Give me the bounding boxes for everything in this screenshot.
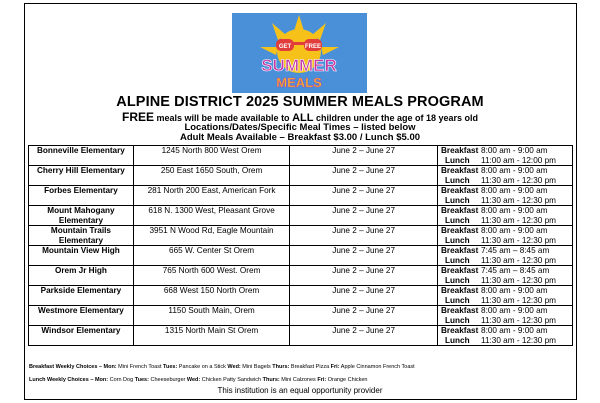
school-address: 618 N. 1300 West, Pleasant Grove [133, 206, 289, 226]
page-title: ALPINE DISTRICT 2025 SUMMER MEALS PROGRAM [116, 94, 484, 110]
meal-times [438, 306, 573, 326]
school-address: 3951 N Wood Rd, Eagle Mountain [133, 226, 289, 246]
service-dates: June 2 – June 27 [290, 206, 438, 226]
logo-text-meals: MEALS [276, 75, 322, 90]
service-dates: June 2 – June 27 [290, 146, 438, 166]
service-dates: June 2 – June 27 [290, 186, 438, 206]
lunch-weekly-choices [29, 377, 367, 383]
note-item: Corn Dog [108, 377, 135, 383]
breakfast-label: Breakfast [441, 226, 479, 235]
breakfast-time: 8:00 am - 9:00 am [481, 306, 548, 315]
lunch-label: Lunch [445, 315, 470, 325]
lunch-time-row [441, 256, 570, 266]
breakfast-time-row [441, 226, 570, 236]
lunch-time: 11:30 am - 12:30 pm [481, 255, 556, 265]
breakfast-time: 8:00 am - 9:00 am [481, 146, 548, 155]
meal-times [438, 186, 573, 206]
service-dates: June 2 – June 27 [290, 326, 438, 346]
note-item: Mini Calzones [279, 377, 318, 383]
lunch-time-row [441, 296, 570, 306]
lunch-time: 11:30 am - 12:30 pm [481, 315, 556, 325]
breakfast-weekly-choices [29, 364, 415, 370]
table-row [29, 206, 573, 226]
lunch-time-row [441, 216, 570, 226]
note-item: Mini French Toast [116, 364, 164, 370]
note-day-label: Wed: [227, 364, 241, 370]
table-row [29, 186, 573, 206]
breakfast-label: Breakfast [441, 326, 479, 335]
school-address: 765 North 600 West. Orem [133, 266, 289, 286]
school-address: 250 East 1650 South, Orem [133, 166, 289, 186]
note-item: Mini Bagels [240, 364, 273, 370]
school-name: Parkside Elementary [29, 286, 134, 306]
table-row [29, 306, 573, 326]
lunch-time: 11:30 am - 12:30 pm [481, 295, 556, 305]
lunch-time: 11:00 am - 12:00 pm [481, 155, 556, 165]
lunch-label: Lunch [445, 235, 470, 245]
note-day-label: Wed: [186, 377, 201, 383]
table-row [29, 146, 573, 166]
breakfast-time-row [441, 246, 570, 256]
school-name: Bonneville Elementary [29, 146, 134, 166]
meal-times [438, 326, 573, 346]
intro-part-2: children under the age of 18 years old [313, 113, 478, 123]
breakfast-note-label: Breakfast Weekly Choices – [29, 364, 102, 370]
breakfast-time: 8:00 am - 9:00 am [481, 186, 548, 195]
lunch-note-label: Lunch Weekly Choices – [29, 377, 94, 383]
table-row [29, 326, 573, 346]
meal-times [438, 166, 573, 186]
school-address: 1245 North 800 West Orem [133, 146, 289, 166]
lunch-label: Lunch [445, 275, 470, 285]
meal-times [438, 206, 573, 226]
note-item: Orange Chicken [326, 377, 368, 383]
breakfast-time-row [441, 186, 570, 196]
breakfast-label: Breakfast [441, 306, 479, 315]
lunch-label: Lunch [445, 155, 470, 165]
meal-times [438, 226, 573, 246]
equal-opportunity-footer: This institution is an equal opportunity provider [217, 386, 383, 395]
breakfast-label: Breakfast [441, 206, 479, 215]
locations-table [28, 145, 573, 346]
lunch-time-row [441, 176, 570, 186]
intro-line-3: Adult Meals Available – Breakfast $3.00 / Lunch $5.00 [179, 132, 421, 143]
lunch-time-row [441, 156, 570, 166]
lunch-label: Lunch [445, 195, 470, 205]
breakfast-time: 7:45 am – 8:45 am [481, 246, 550, 255]
note-day-label: Tues: [163, 364, 178, 370]
service-dates: June 2 – June 27 [290, 166, 438, 186]
lunch-time: 11:30 am - 12:30 pm [481, 335, 556, 345]
school-address: 281 North 200 East, American Fork [133, 186, 289, 206]
note-day-label: Mon: [94, 377, 109, 383]
lunch-time-row [441, 276, 570, 286]
table-row [29, 286, 573, 306]
lunch-time-row [441, 196, 570, 206]
note-day-label: Thurs: [262, 377, 280, 383]
intro-line-2: Locations/Dates/Specific Meal Times – listed below [184, 122, 416, 133]
meal-times [438, 266, 573, 286]
school-address: 1150 South Main, Orem [133, 306, 289, 326]
lunch-time-row [441, 316, 570, 326]
service-dates: June 2 – June 27 [290, 266, 438, 286]
breakfast-time: 7:45 am – 8:45 am [481, 266, 550, 275]
lunch-time: 11:30 am - 12:30 pm [481, 195, 556, 205]
school-name: Cherry Hill Elementary [29, 166, 134, 186]
note-item: Cheeseburger [148, 377, 187, 383]
breakfast-time-row [441, 326, 570, 336]
table-row [29, 166, 573, 186]
breakfast-label: Breakfast [441, 186, 479, 195]
service-dates: June 2 – June 27 [290, 286, 438, 306]
logo-text-free: FREE [304, 44, 322, 50]
all-word: ALL [292, 112, 314, 124]
lunch-time-row [441, 236, 570, 246]
lunch-time-row [441, 336, 570, 346]
meal-times [438, 146, 573, 166]
lunch-time: 11:30 am - 12:30 pm [481, 175, 556, 185]
lunch-label: Lunch [445, 335, 470, 345]
school-address: 668 West 150 North Orem [133, 286, 289, 306]
breakfast-time: 8:00 am - 9:00 am [481, 326, 548, 335]
note-item: Apple Cinnamon French Toast [339, 364, 415, 370]
intro-text [0, 112, 600, 143]
breakfast-time-row [441, 306, 570, 316]
table-row [29, 226, 573, 246]
meal-times [438, 286, 573, 306]
lunch-label: Lunch [445, 255, 470, 265]
breakfast-time-row [441, 146, 570, 156]
note-day-label: Fri: [317, 377, 327, 383]
logo-text-summer: SUMMER [261, 56, 337, 75]
lunch-label: Lunch [445, 215, 470, 225]
breakfast-label: Breakfast [441, 266, 479, 275]
school-name: Orem Jr High [29, 266, 134, 286]
breakfast-time: 8:00 am - 9:00 am [481, 206, 548, 215]
school-address: 1315 North Main St Orem [133, 326, 289, 346]
lunch-time: 11:30 am - 12:30 pm [481, 235, 556, 245]
note-item: Breakfast Pizza [289, 364, 331, 370]
school-name: Mountain View High [29, 246, 134, 266]
breakfast-label: Breakfast [441, 286, 479, 295]
note-item: Pancake on a Stick [177, 364, 228, 370]
note-item: Chicken Patty Sandwich [200, 377, 263, 383]
school-name: Mountain Trails Elementary [29, 226, 134, 246]
breakfast-time-row [441, 286, 570, 296]
summer-meals-logo [232, 13, 367, 93]
meal-times [438, 246, 573, 266]
note-day-label: Thurs: [272, 364, 290, 370]
school-name: Westmore Elementary [29, 306, 134, 326]
note-day-label: Fri: [330, 364, 340, 370]
service-dates: June 2 – June 27 [290, 306, 438, 326]
breakfast-time: 8:00 am - 9:00 am [481, 166, 548, 175]
school-address: 665 W. Center St Orem [133, 246, 289, 266]
free-word: FREE [121, 110, 154, 124]
breakfast-label: Breakfast [441, 166, 479, 175]
table-row [29, 266, 573, 286]
breakfast-time-row [441, 166, 570, 176]
lunch-label: Lunch [445, 295, 470, 305]
breakfast-label: Breakfast [441, 146, 479, 155]
breakfast-time-row [441, 266, 570, 276]
lunch-label: Lunch [445, 175, 470, 185]
breakfast-time: 8:00 am - 9:00 am [481, 226, 548, 235]
breakfast-time-row [441, 206, 570, 216]
school-name: Windsor Elementary [29, 326, 134, 346]
breakfast-time: 8:00 am - 9:00 am [481, 286, 548, 295]
lunch-time: 11:30 am - 12:30 pm [481, 275, 556, 285]
note-day-label: Mon: [103, 364, 117, 370]
table-row [29, 246, 573, 266]
note-day-label: Tues: [134, 377, 149, 383]
lunch-time: 11:30 am - 12:30 pm [481, 215, 556, 225]
service-dates: June 2 – June 27 [290, 246, 438, 266]
intro-part-1: meals will be made available to [154, 113, 293, 123]
breakfast-label: Breakfast [441, 246, 479, 255]
school-name: Mount Mahogany Elementary [29, 206, 134, 226]
logo-text-get: GET [278, 44, 292, 50]
school-name: Forbes Elementary [29, 186, 134, 206]
service-dates: June 2 – June 27 [290, 226, 438, 246]
